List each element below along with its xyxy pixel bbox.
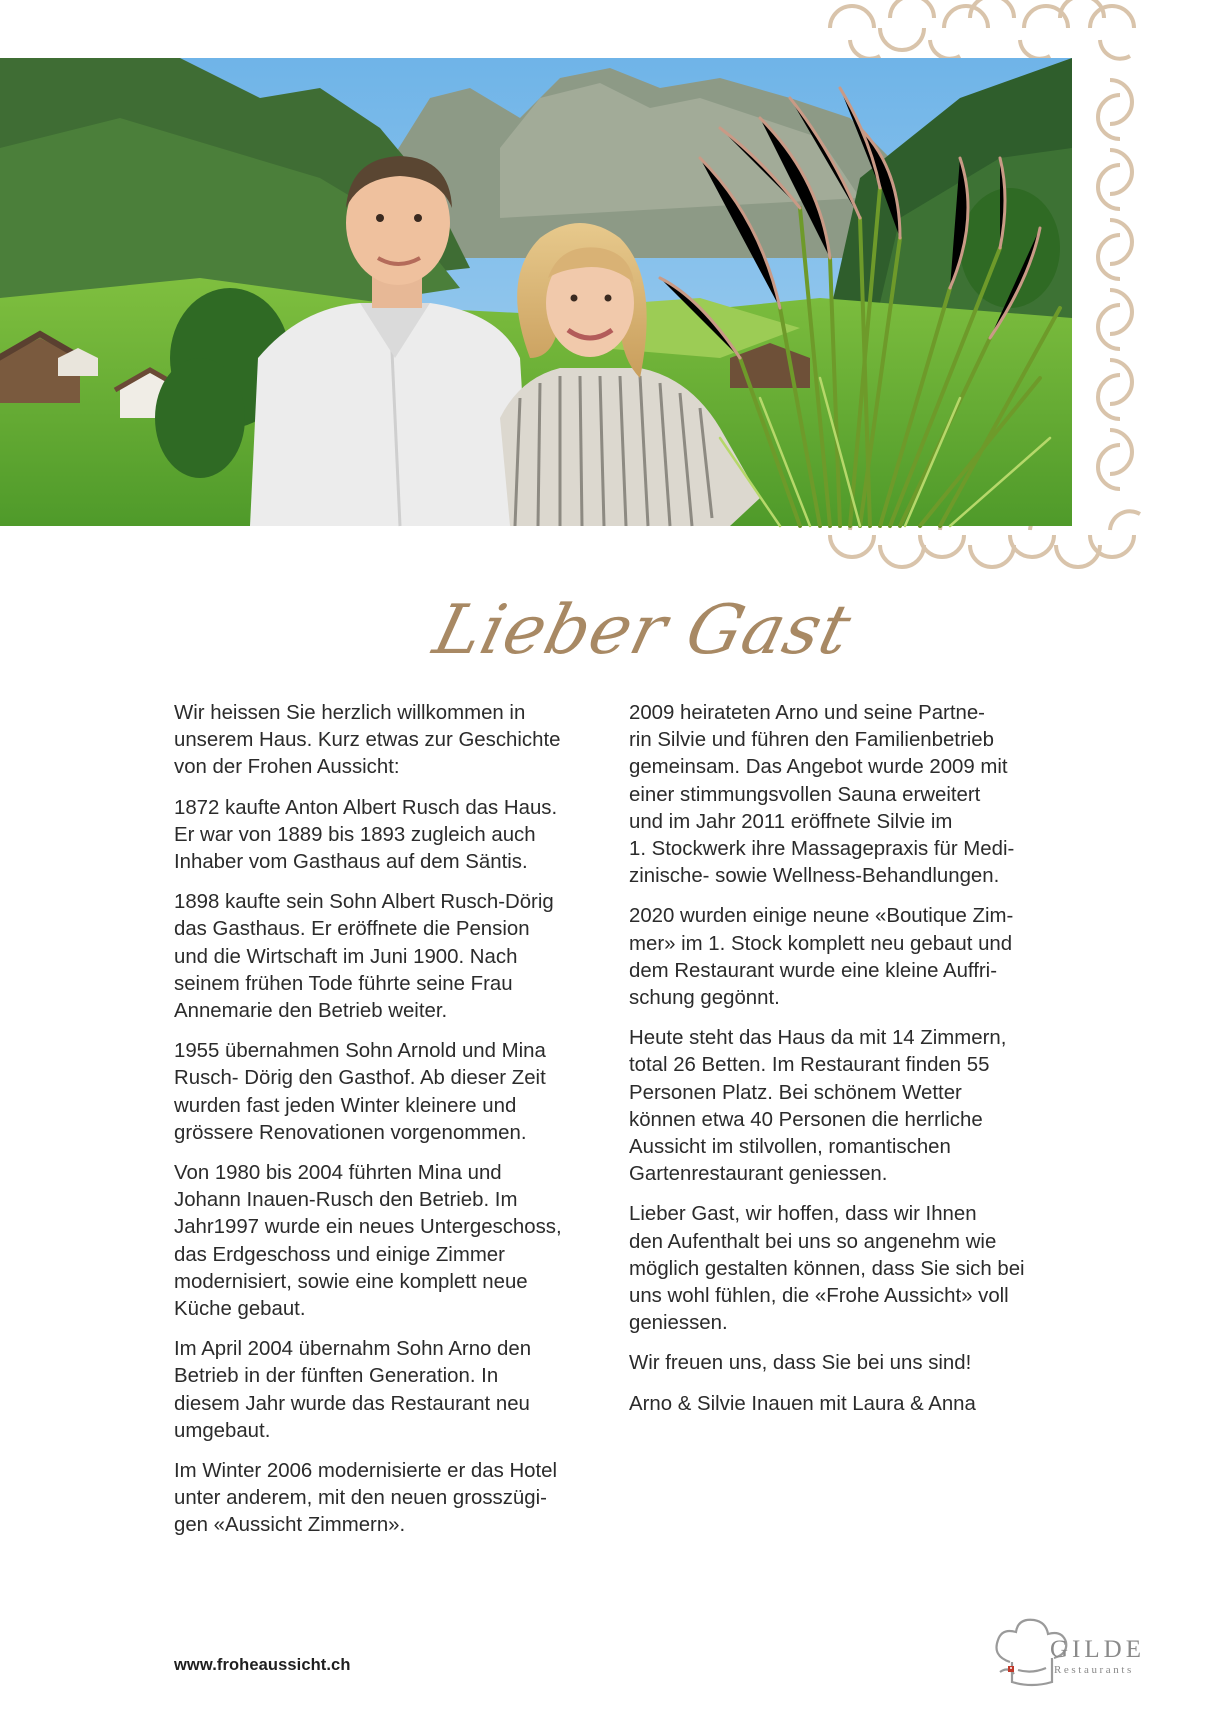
paragraph: 2020 wurden einige neune «Boutique Zim- mer» im 1. Stock komplett neu gebaut und dem Restaurant wurde eine kleine Auffri- schung gegönnt. — [629, 905, 1014, 1010]
logo-subtitle: Restaurants — [1054, 1664, 1134, 1676]
paragraph: Im April 2004 übernahm Sohn Arno den Betrieb in der fünften Generation. In diesem Jahr wurde das Restaurant neu umgebaut. — [174, 1338, 532, 1442]
website-link[interactable]: www.froheaussicht.ch — [174, 1656, 351, 1674]
paragraph: 1955 übernahmen Sohn Arnold und Mina Rusch- Dörig den Gasthof. Ab dieser Zeit wurden fast jeden Winter kleinere und grössere Renovationen vorgenommen. — [174, 1040, 546, 1144]
paragraph: Wir freuen uns, dass Sie bei uns sind! — [629, 1352, 972, 1375]
hero-photo — [0, 58, 1072, 526]
paragraph: Lieber Gast, wir hoffen, dass wir Ihnen den Aufenthalt bei uns so angenehm wie möglich gestalten können, dass Sie sich bei uns wohl fühlen, die «Frohe Aussicht» voll geniessen. — [629, 1203, 1025, 1335]
paragraph: 2009 heirateten Arno und seine Partne- rin Silvie und führen den Familienbetrieb gemeinsam. Das Angebot wurde 2009 mit einer stimmungsvollen Sauna erweitert und im Jahr 2011 eröffnete Silvie im 1. Stockwerk ihre Massagepraxis für Medi- zinische- sowie Wellness-Behandlungen. — [629, 702, 1015, 888]
paragraph: Wir heissen Sie herzlich willkommen in unserem Haus. Kurz etwas zur Geschichte von der Frohen Aussicht: — [174, 702, 561, 779]
text-column-left — [174, 700, 619, 1553]
paragraph: 1898 kaufte sein Sohn Albert Rusch-Dörig das Gasthaus. Er eröffnete die Pension und die Wirtschaft im Juni 1900. Nach seinem frühen Tode führte seine Frau Annemarie den Betrieb weiter. — [174, 891, 554, 1023]
page-title — [426, 575, 860, 685]
text-column-right — [629, 700, 1074, 1431]
signature-line: Arno & Silvie Inauen mit Laura & Anna — [629, 1392, 976, 1415]
paragraph: Heute steht das Haus da mit 14 Zimmern, total 26 Betten. Im Restaurant finden 55 Personen Platz. Bei schönem Wetter können etwa 40 Personen die herrliche Aussicht im stilvollen, romantischen Gartenrestaurant geniessen. — [629, 1027, 1007, 1186]
logo-word: GILDE — [1050, 1636, 1145, 1663]
page-title-text: Lieber Gast — [426, 590, 860, 670]
paragraph: Im Winter 2006 modernisierte er das Hotel unter anderem, mit den neuen grosszügi- gen «Aussicht Zimmern». — [174, 1460, 558, 1537]
paragraph: 1872 kaufte Anton Albert Rusch das Haus. Er war von 1889 bis 1893 zugleich auch Inhaber vom Gasthaus auf dem Säntis. — [174, 796, 558, 874]
paragraph: Von 1980 bis 2004 führten Mina und Johann Inauen-Rusch den Betrieb. Im Jahr1997 wurde ein neues Untergeschoss, das Erdgeschoss und einige Zimmer modernisiert, sowie eine komplett neue Küche gebaut. — [174, 1162, 562, 1321]
